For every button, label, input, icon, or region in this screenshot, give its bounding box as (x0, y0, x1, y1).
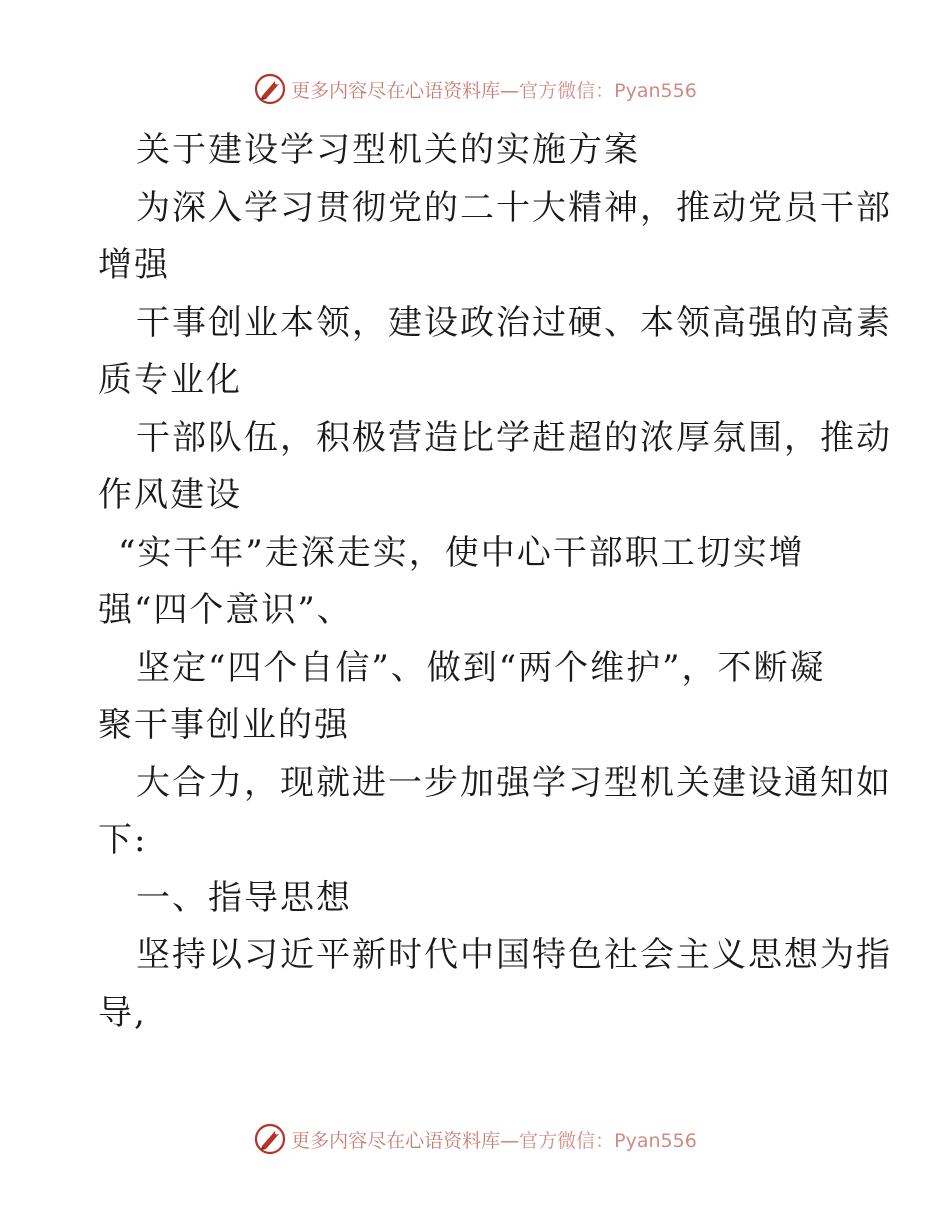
paragraph-line: 下: (98, 820, 148, 860)
paragraph-line: 坚持以习近平新时代中国特色社会主义思想为指 (136, 935, 892, 975)
paragraph-line: 强“四个意识”、 (98, 590, 353, 630)
paragraph-line: 作风建设 (98, 475, 242, 515)
paragraph-line: 大合力，现就进一步加强学习型机关建设通知如 (136, 762, 892, 803)
paragraph-line: 坚定“四个自信”、做到“两个维护”，不断凝 (136, 647, 826, 688)
banner-text: 更多内容尽在心语资料库— (291, 1129, 520, 1152)
paragraph-line: 干事创业本领，建设政治过硬、本领高强的高素 (136, 302, 892, 343)
document-title: 关于建设学习型机关的实施方案 (136, 130, 640, 170)
pen-logo-icon (253, 1122, 287, 1156)
paragraph-line: 质专业化 (98, 360, 242, 400)
header-banner (0, 72, 950, 106)
paragraph-line: “实干年”走深走实，使中心干部职工切实增 (118, 532, 805, 573)
paragraph-line: 聚干事创业的强 (98, 705, 350, 745)
section-heading: 一、指导思想 (136, 877, 352, 918)
paragraph-line: 导, (98, 992, 147, 1033)
paragraph-line: 干部队伍，积极营造比学赶超的浓厚氛围，推动 (136, 417, 892, 458)
banner-wechat: 官方微信：Pyan556 (519, 79, 697, 102)
document-body (98, 122, 892, 1042)
banner-wechat: 官方微信：Pyan556 (519, 1129, 697, 1152)
paragraph-line: 增强 (98, 245, 170, 285)
footer-banner (0, 1122, 950, 1156)
banner-text: 更多内容尽在心语资料库— (291, 79, 520, 102)
pen-logo-icon (253, 72, 287, 106)
paragraph-line: 为深入学习贯彻党的二十大精神，推动党员干部 (136, 187, 892, 228)
